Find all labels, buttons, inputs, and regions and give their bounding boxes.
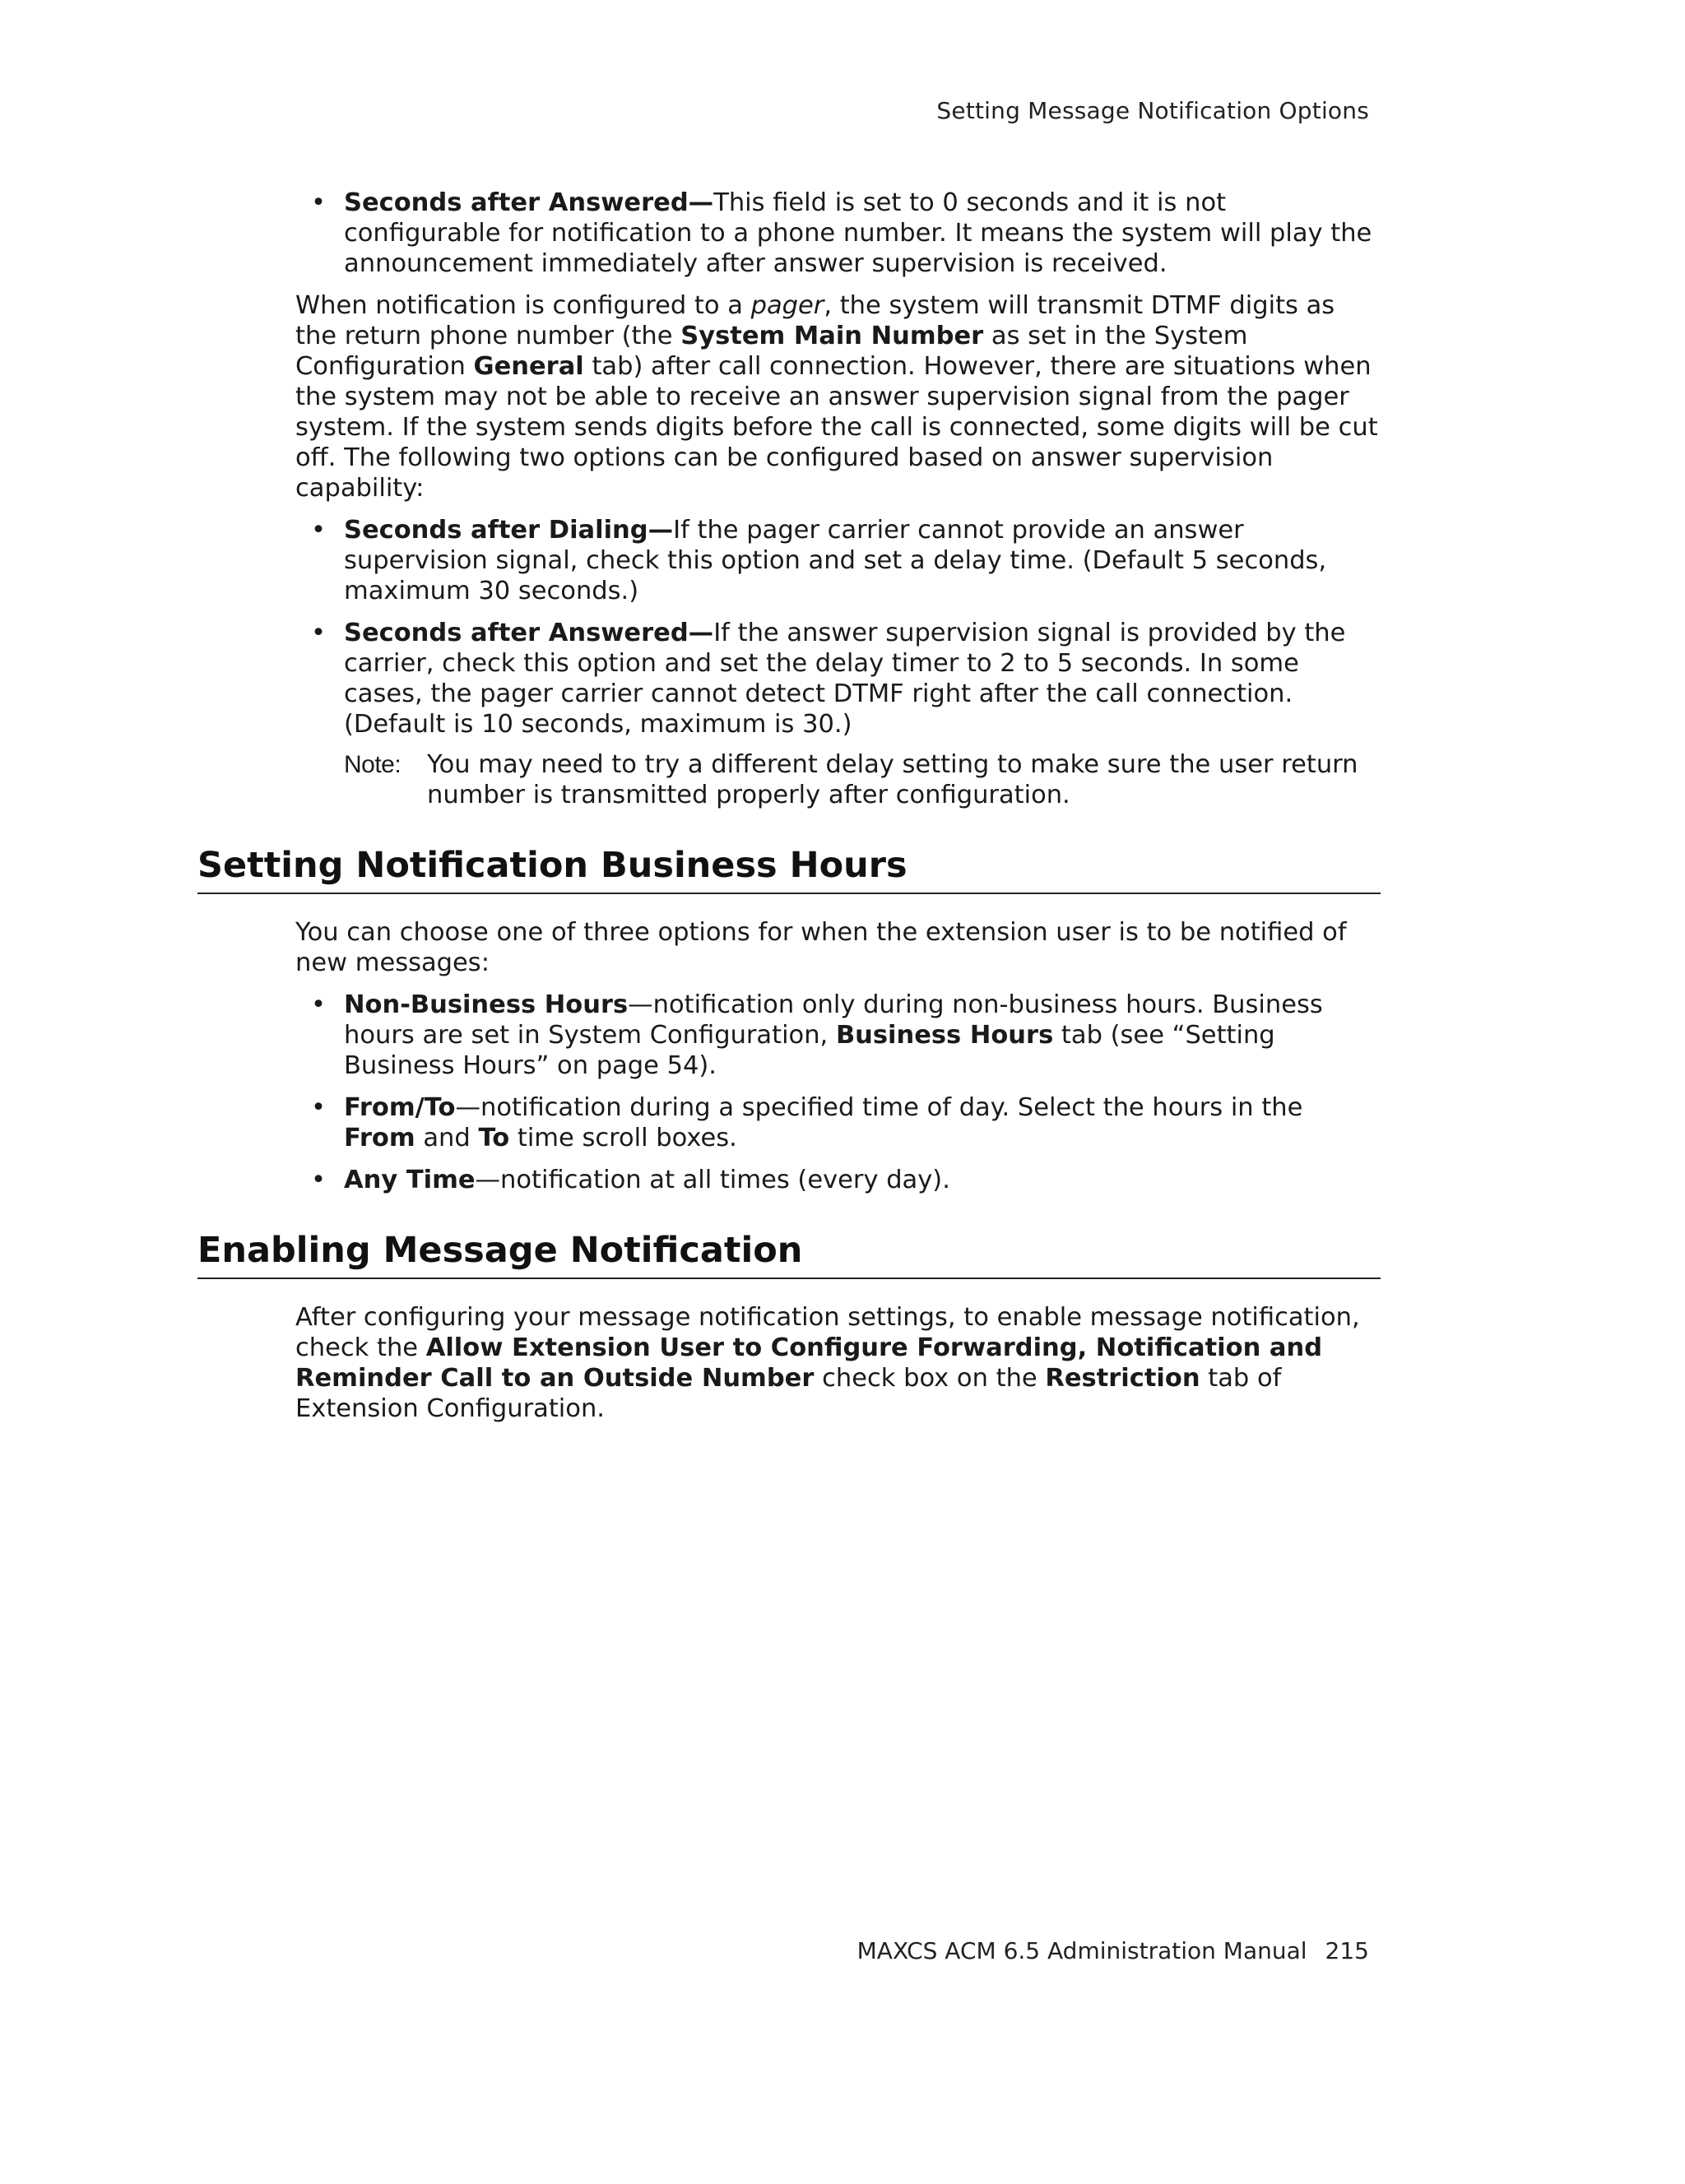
section-title: Enabling Message Notification — [197, 1230, 803, 1271]
note-label: Note: — [344, 751, 402, 778]
list-item — [295, 990, 1381, 1081]
list-item — [295, 1092, 1381, 1153]
list-item — [295, 515, 1381, 606]
paragraph-text: After configuring your message notification settings, to enable message notification, check the — [295, 1303, 1360, 1362]
bullet-text: time scroll boxes. — [509, 1124, 737, 1152]
section-heading-enabling — [197, 1228, 1381, 1279]
bullet-bold: Business Hours — [835, 1021, 1054, 1050]
bullet-term: Non-Business Hours — [344, 990, 629, 1019]
note-text: You may need to try a different delay setting to make sure the user return number is transmitted properly after configuration. — [427, 750, 1358, 809]
bullet-bold: To — [478, 1124, 510, 1152]
paragraph-text: tab) after call connection. However, there are situations when the system may not be able to receive an answer supervision signal from the pager system. If the system sends digits before the call is connected, some digits will be cut off. The following two options can be configured based on answer supervision capability: — [295, 352, 1378, 503]
pager-bullet-list — [295, 515, 1381, 740]
bullet-bold: From — [344, 1124, 415, 1152]
bullet-text: —notification during a specified time of day. Select the hours in the — [455, 1093, 1303, 1122]
bullet-text: —notification at all times (every day). — [475, 1166, 950, 1194]
pager-paragraph — [295, 290, 1381, 503]
bullet-icon: • — [311, 516, 326, 545]
bullet-text: —notification only during non-business hours. Business hours are set in System Configuration, — [344, 990, 1323, 1050]
bullet-term: From/To — [344, 1093, 456, 1122]
page-footer — [857, 1937, 1369, 1964]
list-item — [295, 188, 1381, 279]
business-hours-bullet-list — [295, 990, 1381, 1195]
bullet-icon: • — [311, 990, 326, 1019]
section-heading-business-hours — [197, 843, 1381, 894]
list-item — [295, 618, 1381, 740]
list-item — [295, 1165, 1381, 1195]
paragraph-text: When notification is configured to a — [295, 291, 751, 320]
business-hours-intro: You can choose one of three options for when the extension user is to be notified of new messages: — [295, 918, 1347, 977]
note-block — [295, 749, 1381, 810]
bullet-term: Any Time — [344, 1166, 476, 1194]
bullet-text: and — [415, 1124, 479, 1152]
bullet-icon: • — [311, 1093, 326, 1122]
paragraph-text: tab of Extension Configuration. — [295, 1364, 1282, 1423]
paragraph-bold: System Main Number — [680, 322, 984, 350]
paragraph-bold: Restriction — [1045, 1364, 1200, 1393]
bullet-icon: • — [311, 619, 326, 647]
bullet-term: Seconds after Dialing— — [344, 516, 674, 545]
bullet-term: Seconds after Answered— — [344, 188, 714, 217]
page-content — [197, 188, 1381, 1435]
section-title: Setting Notification Business Hours — [197, 845, 907, 886]
page-number: 215 — [1325, 1937, 1369, 1964]
running-header: Setting Message Notification Options — [936, 97, 1369, 124]
bullet-text: This field is set to 0 seconds and it is not configurable for notification to a phone number. It means the system will play the announcement immediately after answer supervision is received. — [344, 188, 1372, 278]
bullet-text: tab (see “Setting Business Hours” on page 54). — [344, 1021, 1275, 1080]
paragraph-text: as set in the System Configuration — [295, 322, 1248, 381]
bullet-text: If the pager carrier cannot provide an answer supervision signal, check this option and set a delay time. (Default 5 seconds, maximum 30 seconds.) — [344, 516, 1327, 605]
paragraph-bold: Allow Extension User to Configure Forwarding, Notification and Reminder Call to an Outside Number — [295, 1333, 1323, 1393]
bullet-icon: • — [311, 188, 326, 217]
bullet-icon: • — [311, 1166, 326, 1194]
paragraph-emphasis: pager — [750, 291, 824, 320]
bullet-text: If the answer supervision signal is provided by the carrier, check this option and set the delay timer to 2 to 5 seconds. In some cases, the pager carrier cannot detect DTMF right after the call connection. (Default is 10 seconds, maximum is 30.) — [344, 619, 1346, 739]
paragraph-text: check box on the — [814, 1364, 1046, 1393]
paragraph-bold: General — [473, 352, 584, 381]
intro-bullet-list — [295, 188, 1381, 279]
enabling-paragraph — [295, 1302, 1381, 1424]
paragraph-text: , the system will transmit DTMF digits as the return phone number (the — [295, 291, 1335, 350]
bullet-term: Seconds after Answered— — [344, 619, 714, 647]
manual-title: MAXCS ACM 6.5 Administration Manual — [856, 1937, 1307, 1964]
